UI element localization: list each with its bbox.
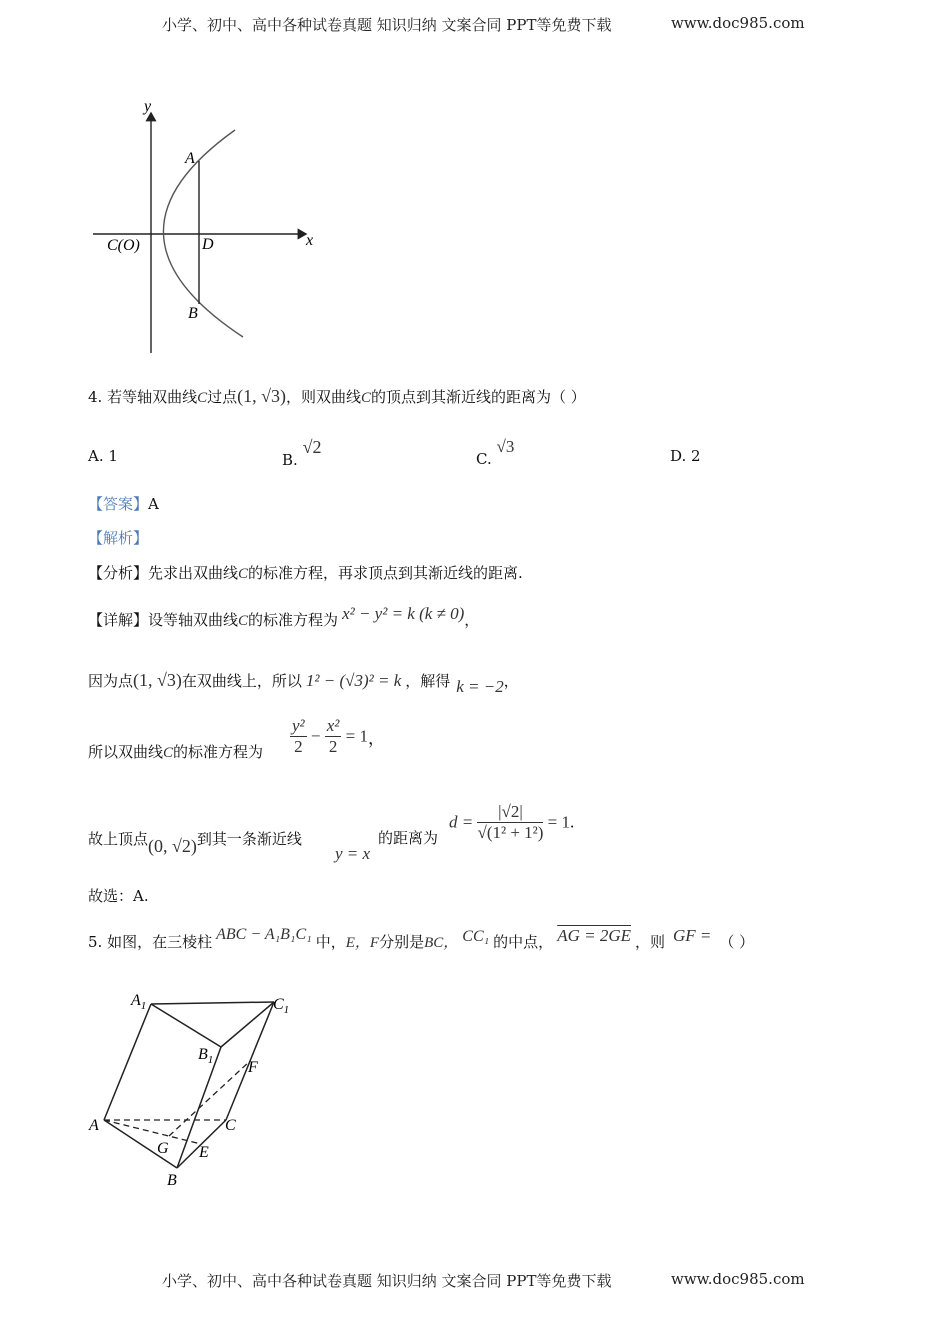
label-a1: $A_1$ [131,992,147,1012]
header-text: 小学、初中、高中各种试卷真题 知识归纳 文案合同 PPT等免费下载 [162,16,612,34]
label-c: C [225,1117,236,1134]
label-f: F [248,1059,258,1076]
option-b[interactable]: B. √2 [282,437,322,469]
question-4: 4. 若等轴双曲线C过点(1, √3)，则双曲线C的顶点到其渐近线的距离为（ ） [88,386,586,406]
standard-equation: $\frac{\text{y²}}{2}$ − $\frac{\text{x²}}{2}$ = 1， [292,716,385,756]
distance-label: 的距离为 [378,829,439,847]
y-axis-label: y [144,98,152,115]
footer-url[interactable]: www.doc985.com [671,1270,805,1288]
label-a: A [89,1117,99,1134]
header-url[interactable]: www.doc985.com [671,14,805,32]
edge-a1-b1 [151,1004,221,1047]
point-b-label: B [188,305,198,322]
option-a[interactable]: A. 1 [88,447,118,465]
prism-figure [85,985,305,1195]
edge-a1-c1 [151,1002,274,1004]
solution-line-2: 因为点(1, √3)在双曲线上，所以 1² − (√3)² = k ，解得 k = −2， [88,670,519,696]
point-a-label: A [185,150,195,167]
xiangjie-line: 【详解】设等轴双曲线C的标准方程为 x² − y² = k (k ≠ 0)， [88,604,480,629]
conclusion: 故选：A. [88,887,149,905]
analysis-tag: 【解析】 [88,529,149,547]
edge-a-a1 [104,1004,151,1120]
label-b1: $B_1$ [198,1046,214,1066]
option-d[interactable]: D. 2 [670,447,701,465]
label-b: B [167,1172,177,1189]
parabola-figure [88,95,328,360]
label-c1: $C_1$ [273,996,290,1016]
solution-line-4-text: 故上顶点(0, √2)到其一条渐近线 [88,830,302,856]
option-c[interactable]: C. √3 [476,437,515,468]
origin-label: C(O) [107,237,140,254]
distance-formula: d = $\frac{|√2|}{\text{√(1² + 1²)}}$ = 1. [449,802,575,842]
footer-text: 小学、初中、高中各种试卷真题 知识归纳 文案合同 PPT等免费下载 [162,1272,612,1290]
segment-g-f [169,1061,250,1136]
asymptote-eq: y = x [335,844,371,863]
label-g: G [157,1140,169,1157]
question-5: 5. 如图，在三棱柱 ABC − A₁B₁C₁ 中，E，F分别是BC， CC₁ 的中点， AG = 2GE ，则 GF = （ ） [88,926,755,951]
answer-line: 【答案】A [88,495,159,513]
x-axis-label: x [306,232,314,249]
fenxi-line: 【分析】先求出双曲线C的标准方程，再求顶点到其渐近线的距离. [88,564,523,582]
label-e: E [199,1144,209,1161]
point-d-label: D [202,236,214,253]
edge-b1-c1 [221,1002,274,1047]
solution-line-3-text: 所以双曲线C的标准方程为 [88,743,264,761]
segment-a-e [104,1120,201,1144]
